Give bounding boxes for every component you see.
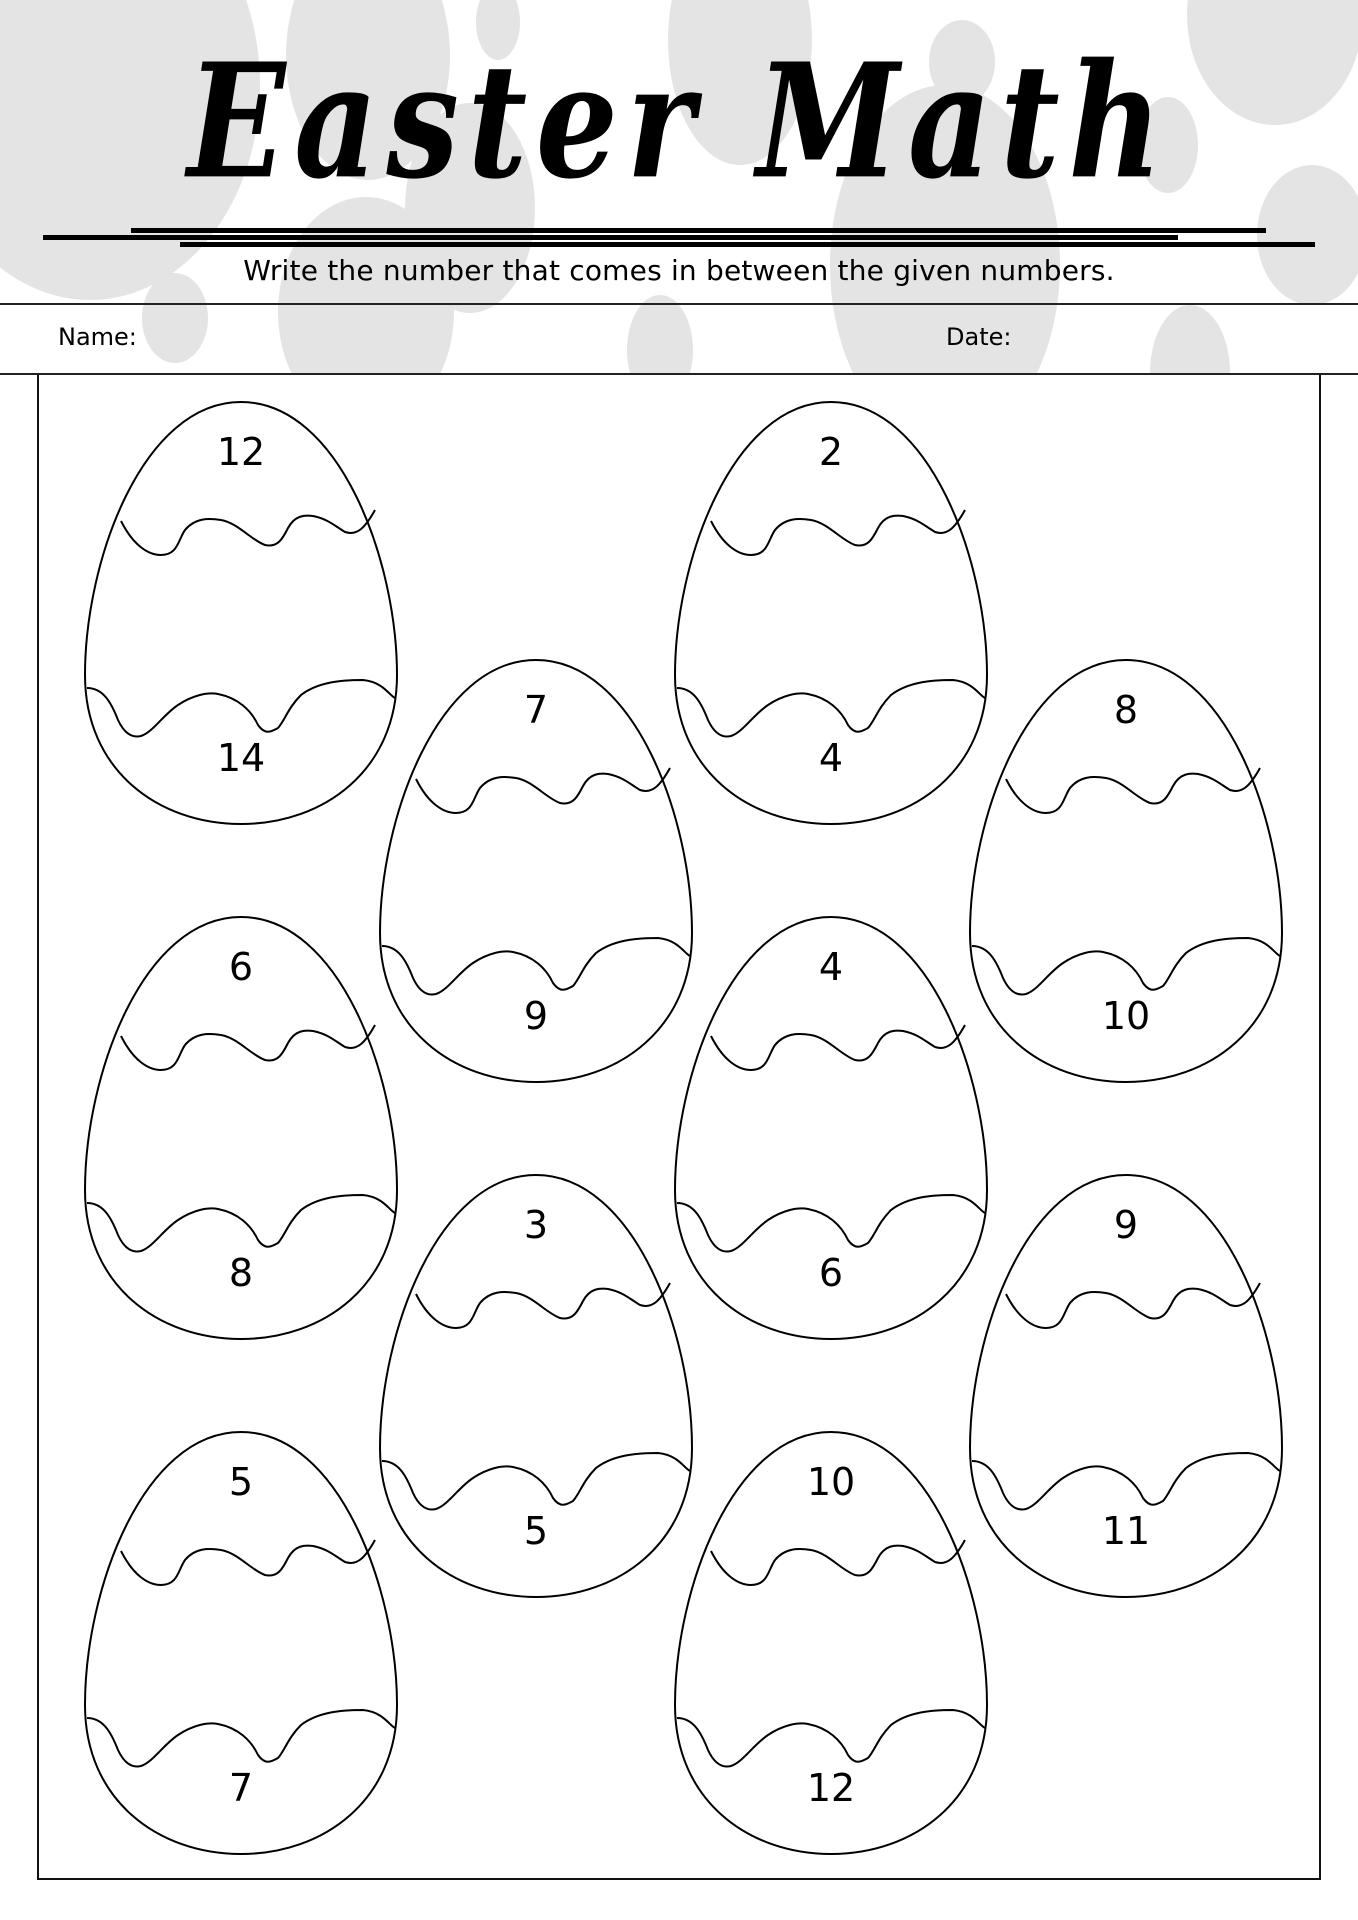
- egg-top-number: 6: [228, 945, 254, 989]
- egg-problem-5: [73, 905, 409, 1349]
- egg-problem-6: [663, 905, 999, 1349]
- egg-bottom-number: 4: [818, 736, 844, 780]
- egg-bottom-number: 6: [818, 1251, 844, 1295]
- egg-top-number: 2: [818, 430, 844, 474]
- title-underline-2: [43, 235, 1178, 240]
- title-underline-3: [180, 242, 1315, 247]
- egg-problem-10: [663, 1420, 999, 1864]
- egg-bottom-number: 10: [1101, 994, 1151, 1038]
- egg-problem-9: [73, 1420, 409, 1864]
- egg-bottom-number: 11: [1101, 1509, 1151, 1553]
- egg-problem-2: [663, 390, 999, 834]
- egg-top-number: 8: [1113, 688, 1139, 732]
- egg-bottom-number: 14: [216, 736, 266, 780]
- header-separator-top: [0, 303, 1358, 305]
- egg-bottom-number: 9: [523, 994, 549, 1038]
- egg-bottom-number: 8: [228, 1251, 254, 1295]
- egg-problem-4: [958, 648, 1294, 1092]
- egg-problem-8: [958, 1163, 1294, 1607]
- egg-problem-1: [73, 390, 409, 834]
- egg-top-number: 10: [806, 1460, 856, 1504]
- egg-top-number: 12: [216, 430, 266, 474]
- title-underline-1: [131, 228, 1266, 233]
- header-separator-bottom: [0, 373, 1358, 375]
- instructions-text: Write the number that comes in between the given numbers.: [243, 254, 1115, 287]
- name-label: Name:: [58, 323, 137, 351]
- egg-top-number: 9: [1113, 1203, 1139, 1247]
- egg-bottom-number: 12: [806, 1766, 856, 1810]
- egg-problem-3: [368, 648, 704, 1092]
- egg-top-number: 3: [523, 1203, 549, 1247]
- egg-bottom-number: 5: [523, 1509, 549, 1553]
- egg-top-number: 4: [818, 945, 844, 989]
- egg-top-number: 7: [523, 688, 549, 732]
- egg-top-number: 5: [228, 1460, 254, 1504]
- egg-bottom-number: 7: [228, 1766, 254, 1810]
- date-label: Date:: [946, 323, 1012, 351]
- worksheet-title: Easter Math: [187, 29, 1171, 215]
- egg-problem-7: [368, 1163, 704, 1607]
